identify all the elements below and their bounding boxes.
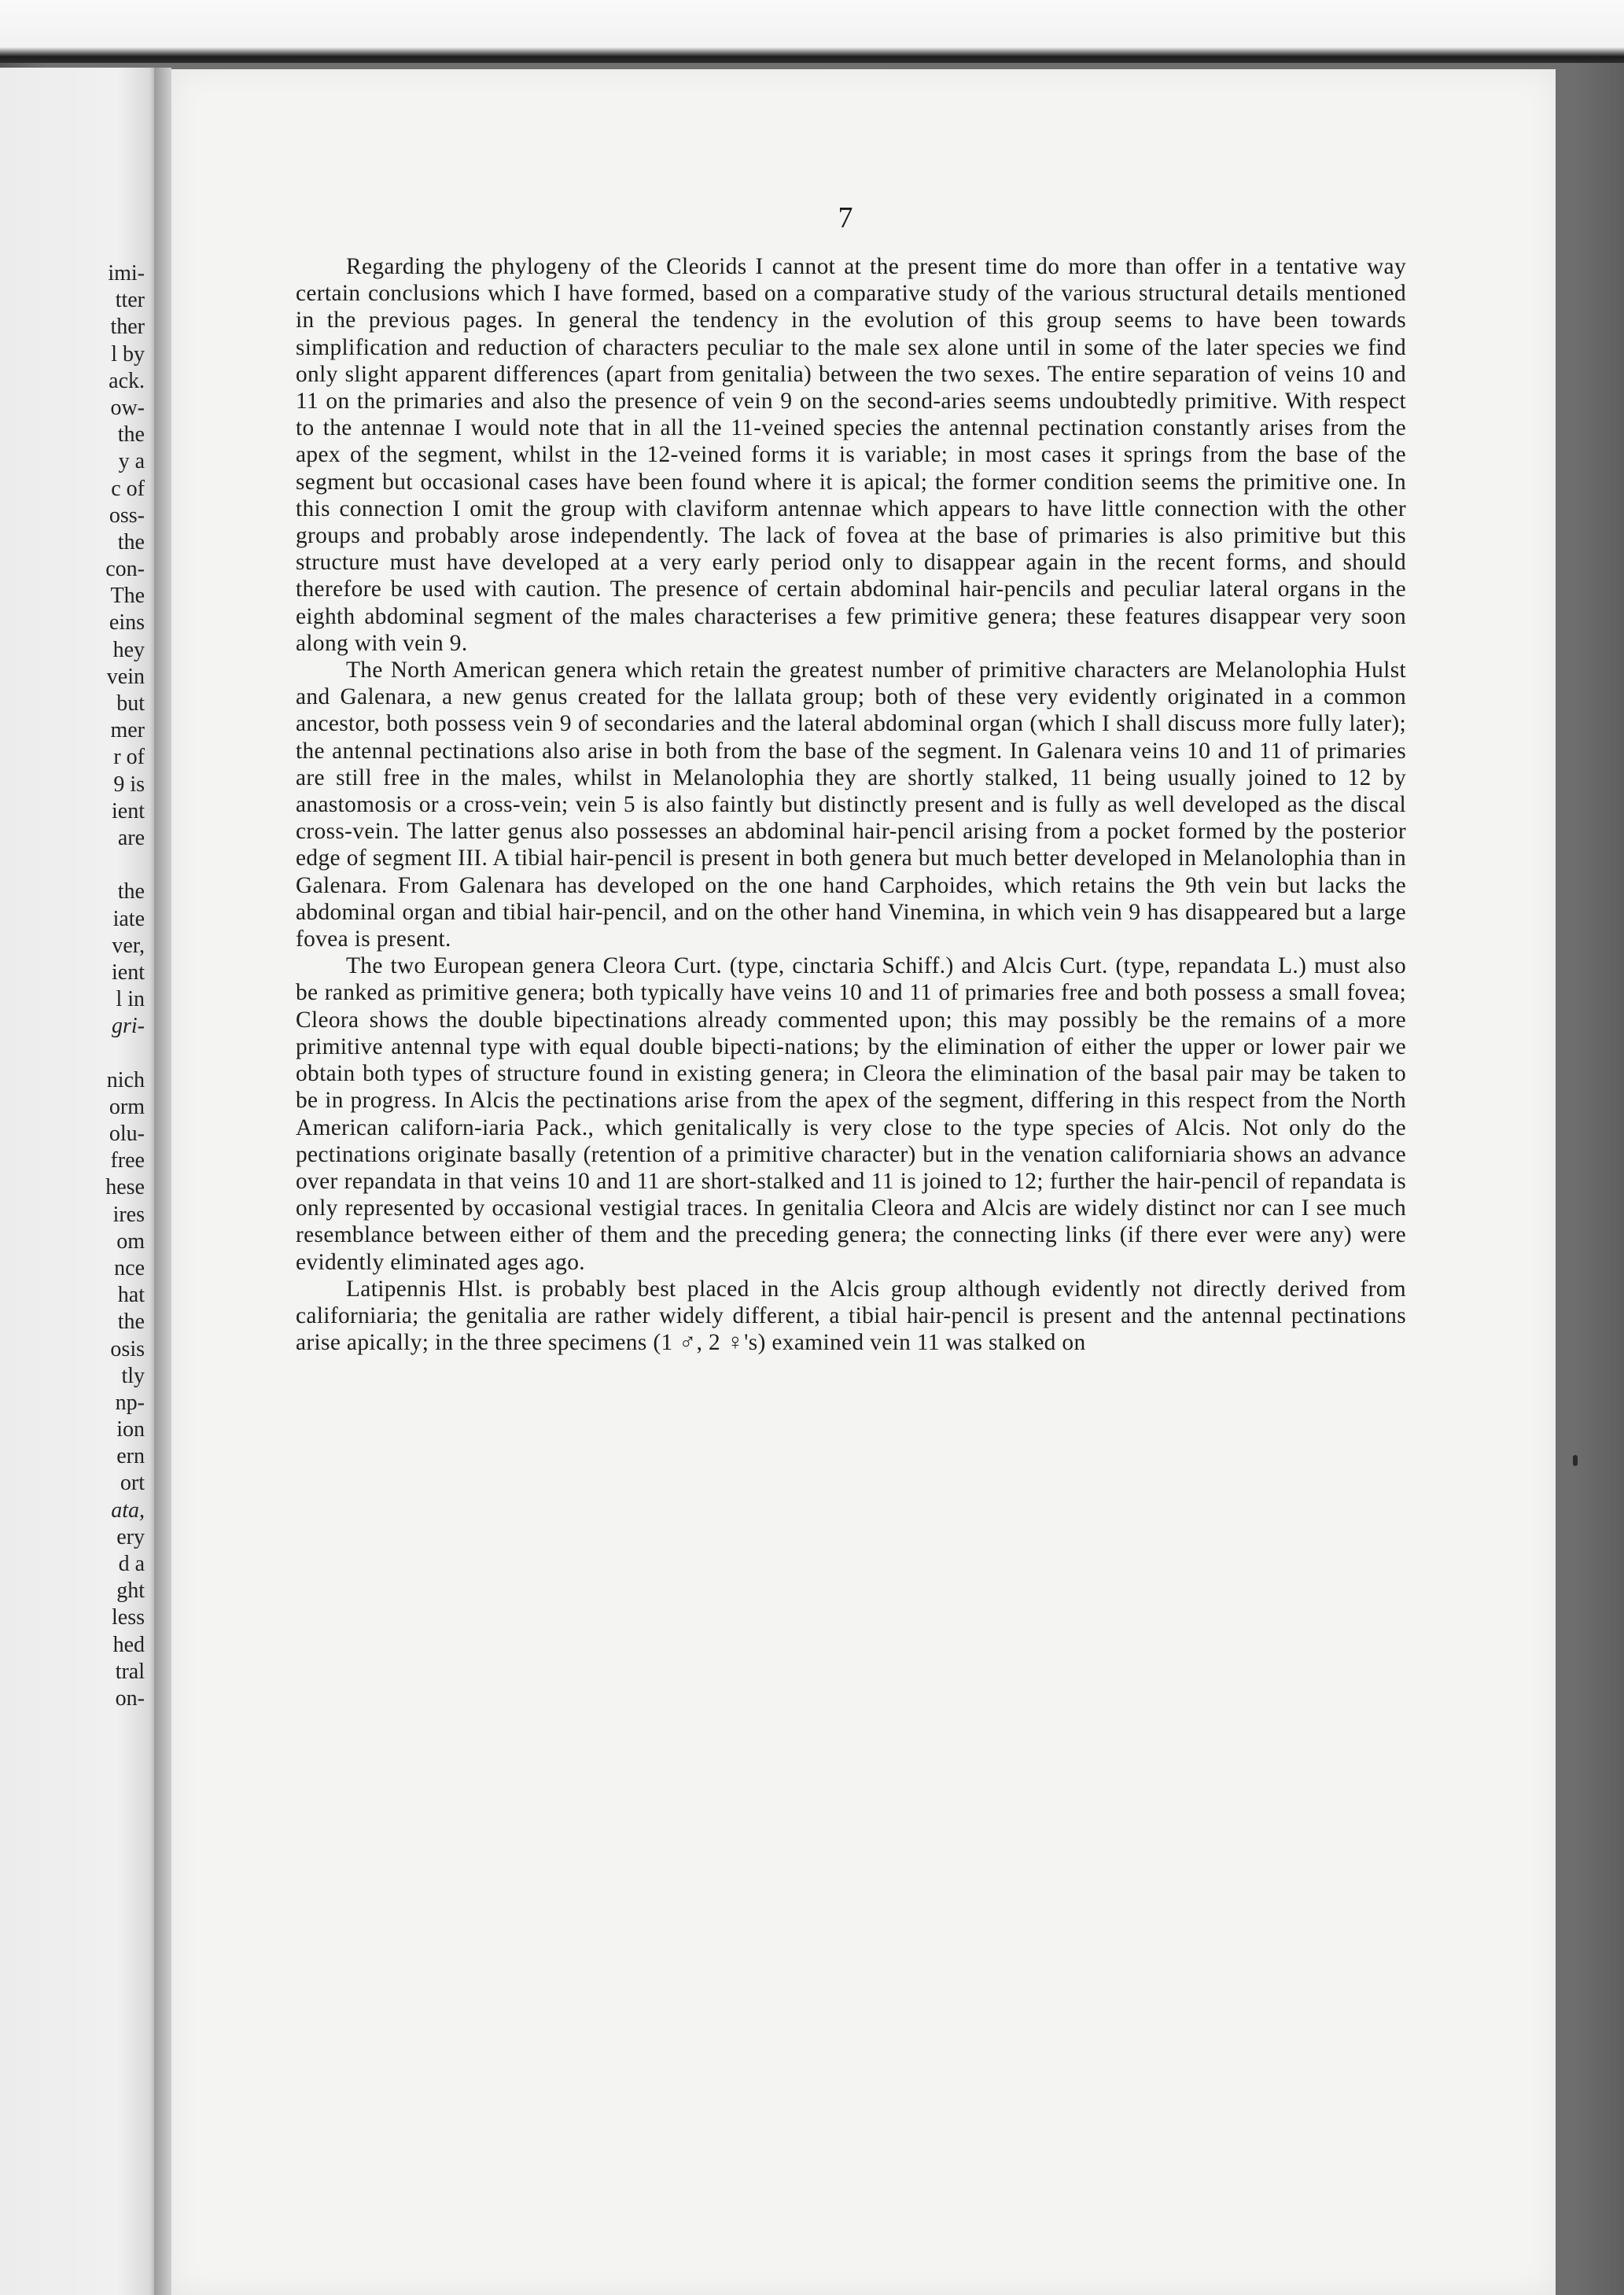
facing-page-fragment: mer (110, 718, 145, 743)
facing-page-fragment: d a (118, 1552, 145, 1576)
facing-page-fragment: the (117, 879, 145, 904)
facing-page-fragment: are (117, 825, 145, 850)
facing-page-fragment: orm (109, 1094, 145, 1119)
facing-page-fragment: ern (116, 1444, 145, 1469)
facing-page-fragment: but (116, 691, 145, 716)
paragraph-phylogeny: Regarding the phylogeny of the Cleorids I cannot at the present time do more than offer in a tentative way certain conclusions which I have formed, based on a comparative study of the various structural details mentioned in the previous pages. In general the tendency in the evolution of this group seems to have been towards simplification and reduction of characters peculiar to the male sex alone until in some of the later species we find only slight apparent differences (apart from genitalia) between the two sexes. The entire separation of veins 10 and 11 on the primaries and also the presence of vein 9 on the second-aries seems undoubtedly primitive. With respect to the antennae I would note that in all the 11-veined species the antennal pectination constantly arises from the apex of the segment, whilst in the 12-veined forms it is variable; in most cases it springs from the base of the segment but occasional cases have been found where it is apical; the former condition seems the primitive one. In this connection I omit the group with claviform antennae which appears to have little connection with the other groups and probably arose independently. The lack of fovea at the base of primaries is also primitive but this structure must have developed at a very early period only to disappear again in the recent forms, and should therefore be used with caution. The presence of certain abdominal hair-pencils and peculiar lateral organs in the eighth abdominal segment of the males characterises a few primitive genera; these features disappear very soon along with vein 9. (296, 254, 1406, 656)
facing-page-fragment: olu- (109, 1122, 145, 1146)
facing-page-fragment: ort (120, 1471, 145, 1496)
facing-page-fragment: nce (114, 1255, 145, 1280)
facing-page-fragment: ient (112, 798, 145, 823)
facing-page-fragment: om (116, 1229, 145, 1254)
facing-page-fragment: ient (112, 960, 145, 985)
facing-page-fragment: the (117, 1310, 145, 1335)
facing-page-fragment: vein (106, 664, 145, 689)
page-number: 7 (838, 201, 853, 234)
facing-page-fragment: The (110, 584, 145, 609)
facing-page-fragment: osis (110, 1336, 145, 1361)
facing-page-fragment: hey (112, 637, 145, 662)
facing-page-fragment: r of (113, 745, 145, 770)
facing-page-fragment: ery (116, 1524, 145, 1549)
facing-page-fragment: ver, (112, 933, 145, 958)
facing-page-fragment: ires (112, 1202, 145, 1227)
facing-page-fragment: oss- (109, 503, 145, 528)
facing-page-fragment: hese (105, 1175, 145, 1200)
facing-page-fragment: tter (115, 288, 145, 313)
facing-page-fragment: tly (121, 1363, 145, 1388)
facing-page-fragment (105, 1040, 145, 1066)
facing-page-fragment: hed (112, 1632, 145, 1657)
facing-page-fragment: c of (111, 476, 145, 501)
facing-page-edge (0, 68, 154, 2295)
facing-page-fragment: ion (116, 1417, 145, 1442)
facing-page-line-fragments (105, 260, 145, 1712)
facing-page-fragment: y a (118, 449, 145, 474)
facing-page-fragment: eins (109, 610, 145, 635)
facing-page-fragment: ght (116, 1579, 145, 1604)
facing-page-fragment: l by (111, 341, 145, 367)
facing-page-fragment: tral (115, 1659, 145, 1684)
facing-page-fragment (105, 852, 145, 879)
facing-page-fragment: ata, (111, 1497, 145, 1523)
paragraph-european-genera: The two European genera Cleora Curt. (type, cinctaria Schiff.) and Alcis Curt. (type, repandata L.) must also be ranked as primitive genera; both typically have veins 10 and 11 of primaries free and both possess a small fovea; Cleora shows the double bipectinations already commented upon; this may possibly be the remains of a more primitive antennal type with equal double bipecti-nations; by the elimination of either the upper or lower pair we obtain both types of structure found in existing genera; in Cleora the elimination of the basal pair may be taken to be in progress. In Alcis the pectinations arise from the apex of the segment, differing in this respect from the North American californ-iaria Pack., which genitalically is very close to the type species of Alcis. Not only do the pectinations originate basally (retention of a primitive character) but in the venation californiaria shows an advance over repandata in that veins 10 and 11 are short-stalked and 11 is joined to 12; further the hair-pencil of repandata is only represented by occasional vestigial traces. In genitalia Cleora and Alcis are widely distinct nor can I see much resemblance between either of them and the preceding genera; the connecting links (if there ever were any) were evidently eliminated ages ago. (296, 953, 1406, 1275)
facing-page-fragment: con- (105, 557, 145, 582)
facing-page-fragment: nich (106, 1067, 145, 1092)
facing-page-fragment: on- (115, 1685, 145, 1711)
facing-page-fragment: 9 is (113, 772, 145, 797)
facing-page-fragment: iate (112, 906, 145, 931)
facing-page-fragment: the (117, 422, 145, 448)
facing-page-fragment: ack. (109, 368, 145, 393)
facing-page-fragment: np- (115, 1390, 145, 1415)
facing-page-fragment: hat (117, 1283, 145, 1308)
facing-page-fragment: imi- (108, 261, 145, 285)
facing-page-fragment: free (110, 1148, 145, 1173)
facing-page-fragment: less (112, 1605, 145, 1630)
facing-page-fragment: gri- (112, 1014, 145, 1039)
book-gutter (154, 68, 171, 2295)
scan-speck (1573, 1455, 1578, 1466)
facing-page-fragment: ow- (110, 395, 145, 420)
paragraph-latipennis: Latipennis Hlst. is probably best placed in the Alcis group although evidently not directly derived from californiaria; the genitalia are rather widely different, a tibial hair-pencil is present and the antennal pectinations arise apically; in the three specimens (1 ♂, 2 ♀'s) examined vein 11 was stalked on (296, 1276, 1406, 1356)
body-text (296, 253, 1406, 1356)
top-edge-shadow (0, 0, 1624, 63)
facing-page-fragment: ther (110, 315, 145, 340)
facing-page-fragment: l in (116, 987, 145, 1012)
facing-page-fragment: the (117, 529, 145, 554)
paragraph-north-american-genera: The North American genera which retain the greatest number of primitive characters are Melanolophia Hulst and Galenara, a new genus created for the lallata group; both of these very evidently originated in a common ancestor, both possess vein 9 of secondaries and the lateral abdominal organ (which I shall discuss more fully later); the antennal pectinations also arise in both from the base of the segment. In Galenara veins 10 and 11 of primaries are still free in the males, whilst in Melanolophia they are shortly stalked, 11 being usually joined to 12 by anastomosis or a cross-vein; vein 5 is also faintly but distinctly present and is fully as well developed as the discal cross-vein. The latter genus also possesses an abdominal hair-pencil arising from a pocket formed by the posterior edge of segment III. A tibial hair-pencil is present in both genera but much better developed in Melanolophia than in Galenara. From Galenara has developed on the one hand Carphoides, which retains the 9th vein but lacks the abdominal organ and tibial hair-pencil, and on the other hand Vinemina, in which vein 9 has disappeared but a large fovea is present. (296, 658, 1406, 952)
